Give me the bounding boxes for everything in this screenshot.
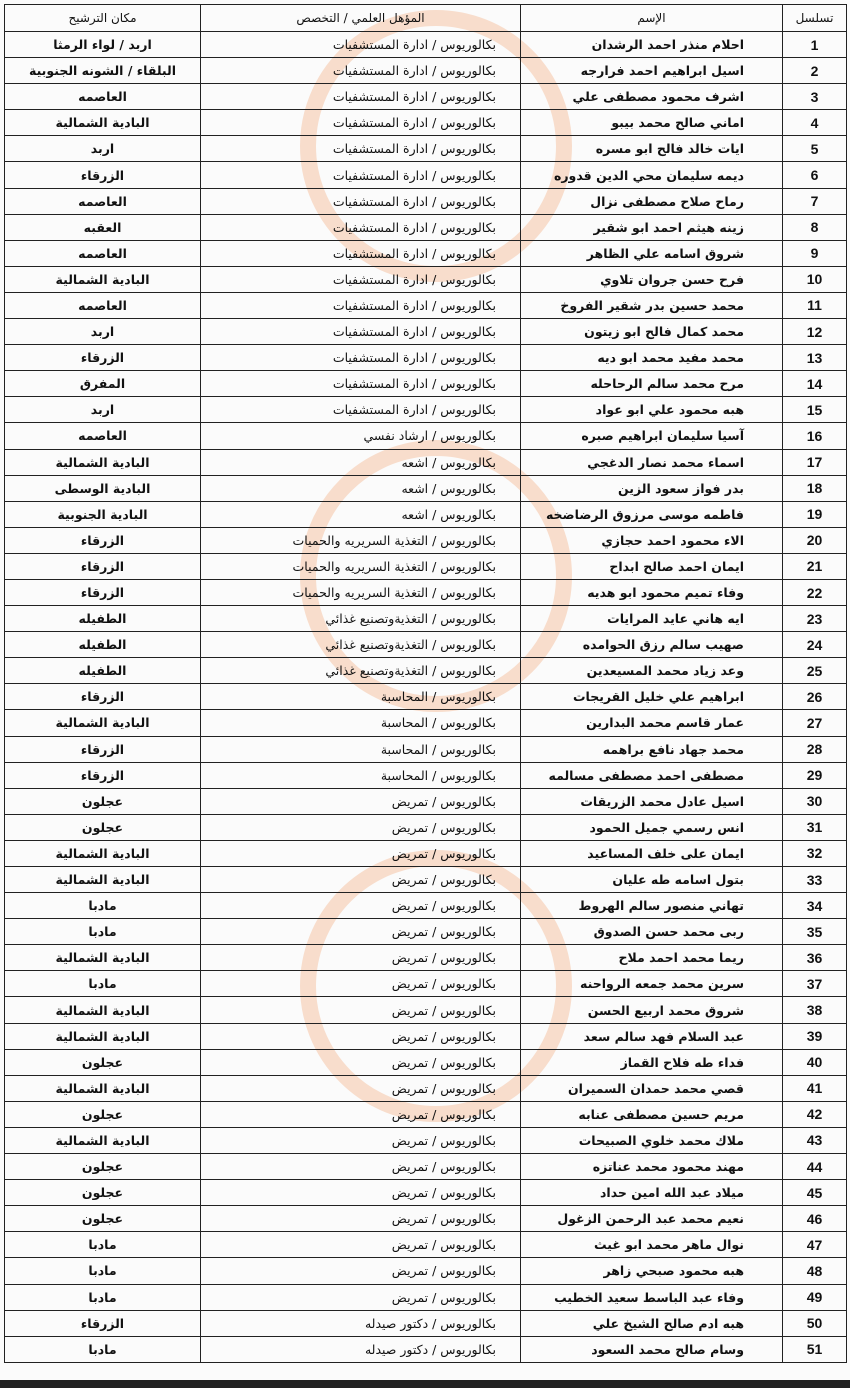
row-qualification: بكالوريوس / ادارة المستشفيات [201, 58, 521, 84]
row-place: عجلون [5, 1206, 201, 1232]
row-name: محمد حسين بدر شقير الفروخ [521, 292, 783, 318]
row-name: آسيا سليمان ابراهيم صبره [521, 423, 783, 449]
row-qualification: بكالوريوس / تمريض [201, 867, 521, 893]
row-place: العقبه [5, 214, 201, 240]
row-place: البادية الشمالية [5, 110, 201, 136]
row-qualification: بكالوريوس / تمريض [201, 1049, 521, 1075]
row-qualification: بكالوريوس / تمريض [201, 919, 521, 945]
table-row [5, 240, 847, 266]
row-qualification: بكالوريوس / المحاسبة [201, 710, 521, 736]
row-place: مادبا [5, 1336, 201, 1362]
row-serial: 9 [783, 240, 847, 266]
row-serial: 11 [783, 292, 847, 318]
row-place: عجلون [5, 814, 201, 840]
row-name: اماني صالح محمد بيبو [521, 110, 783, 136]
row-qualification: بكالوريوس / تمريض [201, 945, 521, 971]
row-name: نعيم محمد عبد الرحمن الزغول [521, 1206, 783, 1232]
row-place: اربد [5, 319, 201, 345]
table-row [5, 553, 847, 579]
row-qualification: بكالوريوس / التغذية السريريه والحميات [201, 553, 521, 579]
row-name: محمد جهاد نافع براهمه [521, 736, 783, 762]
table-row [5, 397, 847, 423]
row-qualification: بكالوريوس / ادارة المستشفيات [201, 84, 521, 110]
row-name: وفاء عبد الباسط سعيد الخطيب [521, 1284, 783, 1310]
row-place: البادية الشمالية [5, 867, 201, 893]
row-serial: 1 [783, 32, 847, 58]
row-place: البادية الشمالية [5, 266, 201, 292]
row-serial: 6 [783, 162, 847, 188]
row-serial: 42 [783, 1101, 847, 1127]
row-qualification: بكالوريوس / اشعه [201, 449, 521, 475]
row-serial: 28 [783, 736, 847, 762]
header-qualification: المؤهل العلمي / التخصص [201, 5, 521, 32]
table-row [5, 1336, 847, 1362]
row-qualification: بكالوريوس / اشعه [201, 501, 521, 527]
row-serial: 47 [783, 1232, 847, 1258]
row-serial: 24 [783, 632, 847, 658]
row-serial: 29 [783, 762, 847, 788]
row-serial: 19 [783, 501, 847, 527]
row-qualification: بكالوريوس / تمريض [201, 814, 521, 840]
table-row [5, 762, 847, 788]
row-name: اسماء محمد نصار الدغجي [521, 449, 783, 475]
candidates-table [4, 4, 847, 1363]
row-name: ربى محمد حسن الصدوق [521, 919, 783, 945]
table-row [5, 710, 847, 736]
row-place: البلقاء / الشونه الجنوبية [5, 58, 201, 84]
row-name: زينه هيثم احمد ابو شقير [521, 214, 783, 240]
row-serial: 30 [783, 788, 847, 814]
row-serial: 22 [783, 579, 847, 605]
row-place: الزرقاء [5, 1310, 201, 1336]
row-place: العاصمه [5, 188, 201, 214]
row-serial: 7 [783, 188, 847, 214]
bottom-edge-bar [0, 1380, 850, 1388]
row-name: الاء محمود احمد حجازي [521, 527, 783, 553]
row-qualification: بكالوريوس / ادارة المستشفيات [201, 345, 521, 371]
row-name: شروق اسامه علي الظاهر [521, 240, 783, 266]
row-place: البادية الوسطى [5, 475, 201, 501]
row-name: صهيب سالم رزق الحوامده [521, 632, 783, 658]
row-serial: 16 [783, 423, 847, 449]
table-row [5, 788, 847, 814]
header-name: الإسم [521, 5, 783, 32]
row-place: البادية الشمالية [5, 1023, 201, 1049]
row-serial: 39 [783, 1023, 847, 1049]
row-serial: 14 [783, 371, 847, 397]
row-qualification: بكالوريوس / التغذيةوتصنيع غذائي [201, 658, 521, 684]
row-name: عمار قاسم محمد البدارين [521, 710, 783, 736]
row-qualification: بكالوريوس / تمريض [201, 1075, 521, 1101]
row-qualification: بكالوريوس / تمريض [201, 1180, 521, 1206]
table-row [5, 997, 847, 1023]
row-qualification: بكالوريوس / ادارة المستشفيات [201, 32, 521, 58]
table-row [5, 814, 847, 840]
row-name: مصطفى احمد مصطفى مسالمه [521, 762, 783, 788]
row-name: اسيل ابراهيم احمد فرارجه [521, 58, 783, 84]
row-qualification: بكالوريوس / ادارة المستشفيات [201, 371, 521, 397]
row-place: اربد / لواء الرمثا [5, 32, 201, 58]
row-name: ابراهيم علي خليل القريجات [521, 684, 783, 710]
row-serial: 36 [783, 945, 847, 971]
table-row [5, 345, 847, 371]
row-name: مرح محمد سالم الرحاحله [521, 371, 783, 397]
row-name: وسام صالح محمد السعود [521, 1336, 783, 1362]
row-qualification: بكالوريوس / ادارة المستشفيات [201, 188, 521, 214]
row-place: البادية الشمالية [5, 840, 201, 866]
row-qualification: بكالوريوس / دكتور صيدله [201, 1336, 521, 1362]
row-place: الطفيله [5, 632, 201, 658]
row-place: الزرقاء [5, 162, 201, 188]
table-row [5, 1180, 847, 1206]
table-row [5, 527, 847, 553]
table-row [5, 1023, 847, 1049]
row-qualification: بكالوريوس / التغذيةوتصنيع غذائي [201, 632, 521, 658]
table-row [5, 684, 847, 710]
row-name: رماح صلاح مصطفى نزال [521, 188, 783, 214]
table-row [5, 32, 847, 58]
row-place: البادية الشمالية [5, 997, 201, 1023]
row-place: المفرق [5, 371, 201, 397]
row-qualification: بكالوريوس / تمريض [201, 1258, 521, 1284]
row-name: ايات خالد فالح ابو مسره [521, 136, 783, 162]
row-place: الزرقاء [5, 736, 201, 762]
row-qualification: بكالوريوس / المحاسبة [201, 762, 521, 788]
row-place: مادبا [5, 1258, 201, 1284]
row-serial: 32 [783, 840, 847, 866]
row-serial: 49 [783, 1284, 847, 1310]
row-qualification: بكالوريوس / ادارة المستشفيات [201, 110, 521, 136]
row-qualification: بكالوريوس / ادارة المستشفيات [201, 240, 521, 266]
table-row [5, 579, 847, 605]
row-qualification: بكالوريوس / تمريض [201, 840, 521, 866]
table-row [5, 475, 847, 501]
row-serial: 48 [783, 1258, 847, 1284]
table-row [5, 162, 847, 188]
row-qualification: بكالوريوس / المحاسبة [201, 684, 521, 710]
table-row [5, 867, 847, 893]
row-place: الزرقاء [5, 579, 201, 605]
row-serial: 12 [783, 319, 847, 345]
header-place: مكان الترشيح [5, 5, 201, 32]
row-qualification: بكالوريوس / تمريض [201, 1154, 521, 1180]
row-serial: 21 [783, 553, 847, 579]
row-name: فاطمه موسى مرزوق الرضاضخه [521, 501, 783, 527]
row-name: ايه هاني عايد المرايات [521, 606, 783, 632]
row-serial: 44 [783, 1154, 847, 1180]
table-header-row [5, 5, 847, 32]
row-name: ديمه سليمان محي الدين قدوره [521, 162, 783, 188]
row-serial: 18 [783, 475, 847, 501]
row-qualification: بكالوريوس / تمريض [201, 1206, 521, 1232]
row-serial: 20 [783, 527, 847, 553]
table-row [5, 1310, 847, 1336]
row-qualification: بكالوريوس / اشعه [201, 475, 521, 501]
table-row [5, 292, 847, 318]
row-place: الزرقاء [5, 527, 201, 553]
row-name: بدر فواز سعود الزين [521, 475, 783, 501]
row-place: البادية الشمالية [5, 710, 201, 736]
row-place: مادبا [5, 1232, 201, 1258]
row-serial: 41 [783, 1075, 847, 1101]
table-row [5, 423, 847, 449]
table-row [5, 84, 847, 110]
row-place: الزرقاء [5, 684, 201, 710]
row-qualification: بكالوريوس / ادارة المستشفيات [201, 136, 521, 162]
row-place: الزرقاء [5, 553, 201, 579]
row-place: عجلون [5, 1101, 201, 1127]
row-name: مهند محمود محمد عناتزه [521, 1154, 783, 1180]
row-serial: 33 [783, 867, 847, 893]
row-name: هبه ادم صالح الشيخ علي [521, 1310, 783, 1336]
row-serial: 13 [783, 345, 847, 371]
row-place: مادبا [5, 1284, 201, 1310]
table-row [5, 449, 847, 475]
row-serial: 31 [783, 814, 847, 840]
row-name: ايمان على خلف المساعيد [521, 840, 783, 866]
row-place: الزرقاء [5, 762, 201, 788]
table-row [5, 1232, 847, 1258]
row-qualification: بكالوريوس / تمريض [201, 788, 521, 814]
row-serial: 45 [783, 1180, 847, 1206]
table-row [5, 1284, 847, 1310]
row-place: البادية الجنوبية [5, 501, 201, 527]
row-name: هبه محمود صبحي زاهر [521, 1258, 783, 1284]
row-qualification: بكالوريوس / تمريض [201, 1127, 521, 1153]
row-name: احلام منذر احمد الرشدان [521, 32, 783, 58]
row-serial: 37 [783, 971, 847, 997]
row-place: عجلون [5, 1049, 201, 1075]
row-qualification: بكالوريوس / ادارة المستشفيات [201, 292, 521, 318]
row-qualification: بكالوريوس / ادارة المستشفيات [201, 266, 521, 292]
table-row [5, 658, 847, 684]
row-qualification: بكالوريوس / ادارة المستشفيات [201, 319, 521, 345]
row-place: البادية الشمالية [5, 945, 201, 971]
table-row [5, 1206, 847, 1232]
row-qualification: بكالوريوس / ارشاد نفسي [201, 423, 521, 449]
row-place: الطفيله [5, 606, 201, 632]
row-place: العاصمه [5, 240, 201, 266]
row-qualification: بكالوريوس / تمريض [201, 1232, 521, 1258]
row-qualification: بكالوريوس / تمريض [201, 997, 521, 1023]
row-name: محمد مفيد محمد ابو ديه [521, 345, 783, 371]
row-serial: 4 [783, 110, 847, 136]
row-serial: 5 [783, 136, 847, 162]
row-serial: 35 [783, 919, 847, 945]
row-place: العاصمه [5, 292, 201, 318]
table-row [5, 1127, 847, 1153]
row-name: عبد السلام فهد سالم سعد [521, 1023, 783, 1049]
table-row [5, 266, 847, 292]
row-serial: 26 [783, 684, 847, 710]
row-qualification: بكالوريوس / تمريض [201, 1284, 521, 1310]
row-qualification: بكالوريوس / التغذية السريريه والحميات [201, 579, 521, 605]
row-place: مادبا [5, 919, 201, 945]
row-name: نوال ماهر محمد ابو غيث [521, 1232, 783, 1258]
row-qualification: بكالوريوس / ادارة المستشفيات [201, 214, 521, 240]
row-place: البادية الشمالية [5, 449, 201, 475]
table-row [5, 371, 847, 397]
row-serial: 15 [783, 397, 847, 423]
row-place: الطفيله [5, 658, 201, 684]
header-serial: تسلسل [783, 5, 847, 32]
table-row [5, 110, 847, 136]
table-row [5, 58, 847, 84]
row-place: الزرقاء [5, 345, 201, 371]
row-qualification: بكالوريوس / التغذيةوتصنيع غذائي [201, 606, 521, 632]
row-qualification: بكالوريوس / تمريض [201, 1023, 521, 1049]
row-serial: 3 [783, 84, 847, 110]
table-row [5, 1075, 847, 1101]
row-qualification: بكالوريوس / تمريض [201, 1101, 521, 1127]
table-row [5, 136, 847, 162]
row-serial: 27 [783, 710, 847, 736]
table-row [5, 188, 847, 214]
row-name: اشرف محمود مصطفى علي [521, 84, 783, 110]
row-qualification: بكالوريوس / ادارة المستشفيات [201, 397, 521, 423]
row-serial: 25 [783, 658, 847, 684]
row-serial: 8 [783, 214, 847, 240]
row-qualification: بكالوريوس / تمريض [201, 893, 521, 919]
row-serial: 10 [783, 266, 847, 292]
table-row [5, 319, 847, 345]
row-name: محمد كمال فالح ابو زيتون [521, 319, 783, 345]
row-name: انس رسمي جميل الحمود [521, 814, 783, 840]
row-qualification: بكالوريوس / دكتور صيدله [201, 1310, 521, 1336]
row-serial: 17 [783, 449, 847, 475]
row-place: مادبا [5, 971, 201, 997]
row-qualification: بكالوريوس / التغذية السريريه والحميات [201, 527, 521, 553]
row-place: مادبا [5, 893, 201, 919]
row-name: هبه محمود علي ابو عواد [521, 397, 783, 423]
table-row [5, 1049, 847, 1075]
table-row [5, 606, 847, 632]
row-place: العاصمه [5, 423, 201, 449]
row-name: ايمان احمد صالح ابداح [521, 553, 783, 579]
row-name: فداء طه فلاح القماز [521, 1049, 783, 1075]
table-row [5, 214, 847, 240]
row-name: اسيل عادل محمد الزريقات [521, 788, 783, 814]
row-name: ملاك محمد خلوي الصبيحات [521, 1127, 783, 1153]
row-place: عجلون [5, 1180, 201, 1206]
row-serial: 38 [783, 997, 847, 1023]
row-name: قصي محمد حمدان السميران [521, 1075, 783, 1101]
row-serial: 51 [783, 1336, 847, 1362]
table-row [5, 632, 847, 658]
row-name: بتول اسامه طه عليان [521, 867, 783, 893]
row-place: عجلون [5, 788, 201, 814]
table-row [5, 1154, 847, 1180]
row-serial: 40 [783, 1049, 847, 1075]
row-name: فرح حسن جروان تلاوي [521, 266, 783, 292]
row-qualification: بكالوريوس / تمريض [201, 971, 521, 997]
row-name: تهاني منصور سالم الهروط [521, 893, 783, 919]
row-name: ريما محمد احمد ملاح [521, 945, 783, 971]
table-row [5, 501, 847, 527]
table-row [5, 840, 847, 866]
table-row [5, 1101, 847, 1127]
row-qualification: بكالوريوس / المحاسبة [201, 736, 521, 762]
table-row [5, 1258, 847, 1284]
row-name: وفاء تميم محمود ابو هديه [521, 579, 783, 605]
table-row [5, 736, 847, 762]
row-place: البادية الشمالية [5, 1127, 201, 1153]
row-place: اربد [5, 397, 201, 423]
row-serial: 50 [783, 1310, 847, 1336]
row-serial: 34 [783, 893, 847, 919]
row-serial: 46 [783, 1206, 847, 1232]
row-serial: 43 [783, 1127, 847, 1153]
row-place: البادية الشمالية [5, 1075, 201, 1101]
row-name: ميلاد عبد الله امين حداد [521, 1180, 783, 1206]
row-name: وعد زياد محمد المسيعدين [521, 658, 783, 684]
row-place: اربد [5, 136, 201, 162]
row-place: العاصمه [5, 84, 201, 110]
row-place: عجلون [5, 1154, 201, 1180]
row-qualification: بكالوريوس / ادارة المستشفيات [201, 162, 521, 188]
table-row [5, 945, 847, 971]
table-row [5, 971, 847, 997]
row-name: مريم حسين مصطفى عنابه [521, 1101, 783, 1127]
table-row [5, 893, 847, 919]
row-serial: 2 [783, 58, 847, 84]
row-name: سرين محمد جمعه الرواحنه [521, 971, 783, 997]
table-row [5, 919, 847, 945]
row-name: شروق محمد اربيع الحسن [521, 997, 783, 1023]
row-serial: 23 [783, 606, 847, 632]
